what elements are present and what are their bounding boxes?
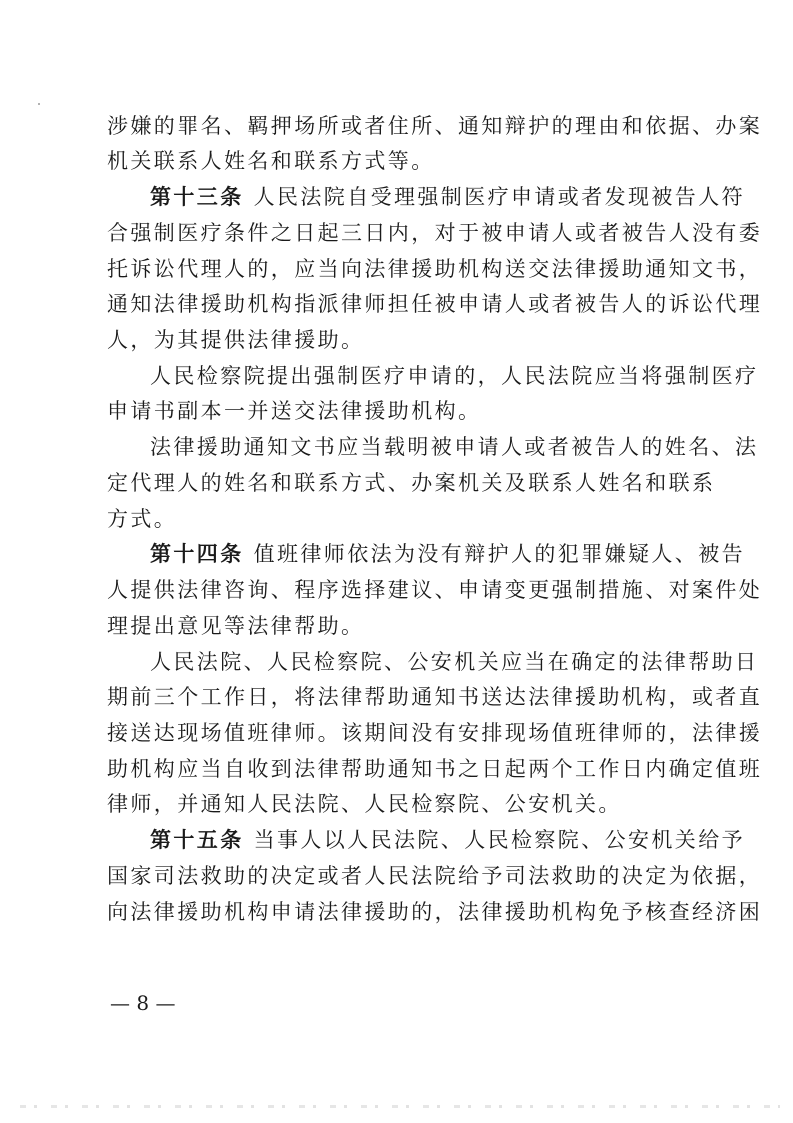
text-line: 通知法律援助机构指派律师担任被申请人或者被告人的诉讼代理	[107, 292, 763, 316]
text-line: 助机构应当自收到法律帮助通知书之日起两个工作日内确定值班	[107, 757, 763, 781]
text-line: 人提供法律咨询、程序选择建议、申请变更强制措施、对案件处	[107, 578, 763, 602]
scan-noise-strip	[20, 1105, 780, 1108]
article-14-text: 值班律师依法为没有辩护人的犯罪嫌疑人、被告	[253, 542, 746, 566]
text-line: 人民法院、人民检察院、公安机关应当在确定的法律帮助日	[150, 650, 759, 674]
text-line: 向法律援助机构申请法律援助的，法律援助机构免予核查经济困	[107, 900, 763, 924]
article-14-heading: 第十四条	[150, 541, 244, 566]
article-15-heading: 第十五条	[150, 827, 244, 852]
text-line: 人民检察院提出强制医疗申请的，人民法院应当将强制医疗	[150, 364, 759, 388]
text-line: 方式。	[107, 507, 178, 531]
text-line: 合强制医疗条件之日起三日内，对于被申请人或者被告人没有委	[107, 221, 763, 245]
text-line: 定代理人的姓名和联系方式、办案机关及联系人姓名和联系	[107, 471, 716, 495]
text-line: 人，为其提供法律援助。	[107, 328, 365, 352]
text-line: 接送达现场值班律师。该期间没有安排现场值班律师的，法律援	[107, 721, 763, 745]
text-line: 申请书副本一并送交法律援助机构。	[107, 399, 482, 423]
text-line: 理提出意见等法律帮助。	[107, 614, 365, 638]
text-line: 期前三个工作日，将法律帮助通知书送达法律援助机构，或者直	[107, 685, 763, 709]
text-line: 法律援助通知文书应当载明被申请人或者被告人的姓名、法	[150, 435, 759, 459]
article-14-line	[150, 539, 746, 569]
article-15-text: 当事人以人民法院、人民检察院、公安机关给予	[253, 828, 746, 852]
page-number: — 8 —	[110, 991, 176, 1015]
article-13-text: 人民法院自受理强制医疗申请或者发现被告人符	[253, 185, 746, 209]
text-line: 机关联系人姓名和联系方式等。	[107, 149, 435, 173]
text-line: 国家司法救助的决定或者人民法院给予司法救助的决定为依据，	[107, 864, 763, 888]
text-line: 托诉讼代理人的，应当向法律援助机构送交法律援助通知文书，	[107, 257, 763, 281]
text-line: 涉嫌的罪名、羁押场所或者住所、通知辩护的理由和依据、办案	[107, 114, 763, 138]
text-line: 律师，并通知人民法院、人民检察院、公安机关。	[107, 792, 622, 816]
article-13-line	[150, 182, 746, 212]
scan-speck	[38, 103, 40, 105]
article-15-line	[150, 825, 746, 855]
article-13-heading: 第十三条	[150, 184, 244, 209]
